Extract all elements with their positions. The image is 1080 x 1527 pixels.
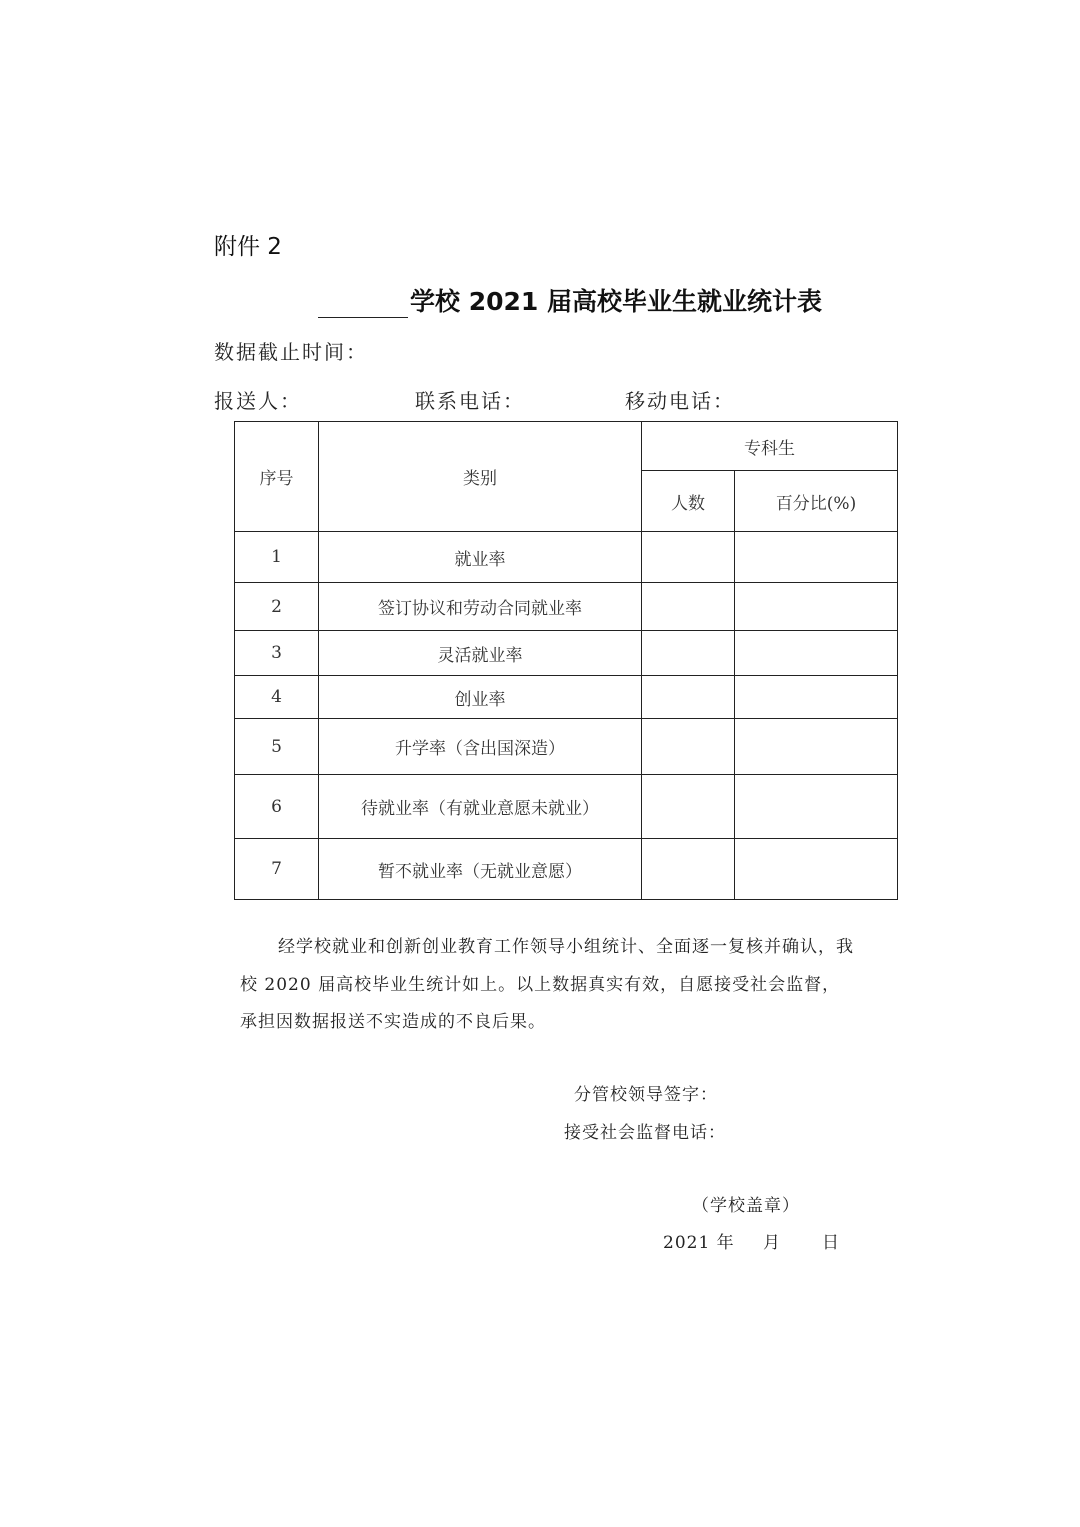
school-name-blank[interactable]	[318, 291, 408, 318]
reporter-label: 报送人：	[214, 389, 302, 413]
table-row	[235, 631, 898, 676]
statement-line-2: 校 2020 届高校毕业生统计如上。以上数据真实有效，自愿接受社会监督，	[240, 975, 841, 995]
table-row	[235, 775, 898, 839]
count-cell[interactable]	[642, 631, 735, 676]
date-month: 月	[763, 1233, 781, 1253]
percent-cell[interactable]	[735, 719, 898, 775]
row-category: 升学率（含出国深造）	[319, 719, 642, 775]
supervision-phone-label: 接受社会监督电话：	[564, 1123, 726, 1143]
table-row	[235, 839, 898, 900]
page-title	[318, 282, 822, 318]
employment-stats-table	[234, 421, 898, 900]
header-percent: 百分比(%)	[735, 471, 898, 532]
row-category: 就业率	[319, 532, 642, 583]
statement-line-1: 经学校就业和创新创业教育工作领导小组统计、全面逐一复核并确认，我	[278, 937, 854, 957]
date-year: 2021 年	[663, 1233, 735, 1253]
count-cell[interactable]	[642, 532, 735, 583]
row-index: 1	[235, 532, 319, 583]
percent-cell[interactable]	[735, 775, 898, 839]
leader-signature-label: 分管校领导签字：	[574, 1085, 718, 1105]
row-category: 灵活就业率	[319, 631, 642, 676]
table-row	[235, 583, 898, 631]
row-index: 5	[235, 719, 319, 775]
mobile-phone-label: 移动电话：	[625, 389, 735, 413]
table-row	[235, 676, 898, 719]
count-cell[interactable]	[642, 719, 735, 775]
count-cell[interactable]	[642, 775, 735, 839]
row-index: 2	[235, 583, 319, 631]
header-count: 人数	[642, 471, 735, 532]
row-index: 7	[235, 839, 319, 900]
percent-cell[interactable]	[735, 631, 898, 676]
table-row	[235, 719, 898, 775]
page-title-text: 学校 2021 届高校毕业生就业统计表	[410, 287, 822, 316]
row-index: 6	[235, 775, 319, 839]
row-category: 签订协议和劳动合同就业率	[319, 583, 642, 631]
table-row	[235, 532, 898, 583]
count-cell[interactable]	[642, 583, 735, 631]
contact-phone-label: 联系电话：	[415, 389, 525, 413]
header-college-group: 专科生	[642, 422, 898, 471]
percent-cell[interactable]	[735, 583, 898, 631]
attachment-label: 附件 2	[214, 234, 282, 260]
percent-cell[interactable]	[735, 676, 898, 719]
date-day: 日	[822, 1233, 840, 1253]
row-index: 4	[235, 676, 319, 719]
header-category: 类别	[319, 422, 642, 532]
count-cell[interactable]	[642, 839, 735, 900]
row-category: 创业率	[319, 676, 642, 719]
row-category: 暂不就业率（无就业意愿）	[319, 839, 642, 900]
percent-cell[interactable]	[735, 839, 898, 900]
header-index: 序号	[235, 422, 319, 532]
percent-cell[interactable]	[735, 532, 898, 583]
row-index: 3	[235, 631, 319, 676]
statement-line-3: 承担因数据报送不实造成的不良后果。	[240, 1012, 546, 1032]
school-seal-label: （学校盖章）	[692, 1196, 800, 1216]
count-cell[interactable]	[642, 676, 735, 719]
deadline-label: 数据截止时间：	[214, 340, 368, 364]
row-category: 待就业率（有就业意愿未就业）	[319, 775, 642, 839]
